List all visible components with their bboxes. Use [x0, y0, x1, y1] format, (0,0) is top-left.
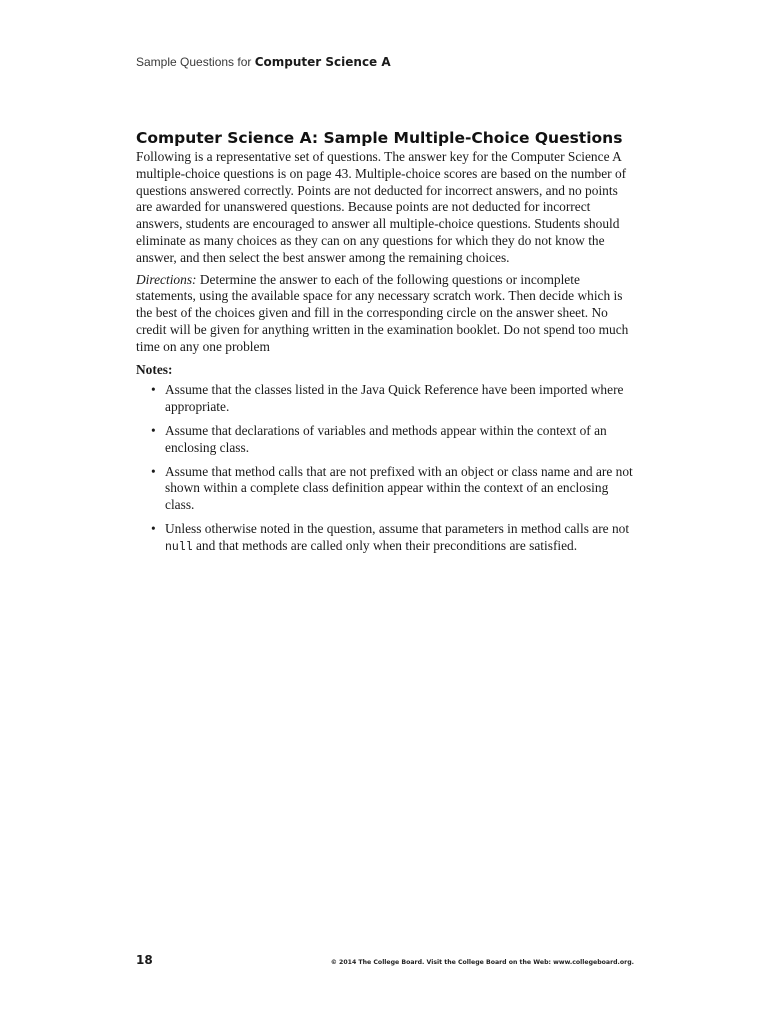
main-content — [136, 128, 636, 564]
note-text-before-code: Unless otherwise noted in the question, assume that parameters in method calls are not — [165, 520, 630, 536]
null-code: null — [165, 540, 193, 554]
note-text: Assume that method calls that are not prefixed with an object or class name and are not shown within a complete class definition appear within the context of an enclosing class. — [165, 463, 633, 513]
bullet-icon: • — [151, 463, 156, 479]
note-text: Assume that the classes listed in the Java Quick Reference have been imported where appropriate. — [165, 382, 624, 415]
header-prefix: Sample Questions for — [136, 55, 252, 69]
directions-text: Determine the answer to each of the following questions or incomplete statements, using the available space for any necessary scratch work. Then decide which is the best of the choices given and fill in the corresponding circle on the answer sheet. No credit will be given for anything written in the examination booklet. Do not spend too much time on any one problem — [136, 271, 629, 354]
note-item — [136, 464, 636, 514]
note-text-after-code: and that methods are called only when their preconditions are satisfied. — [195, 537, 578, 553]
note-item — [136, 521, 636, 557]
running-header — [136, 55, 391, 69]
note-item — [136, 423, 636, 457]
bullet-icon: • — [151, 520, 156, 536]
section-title: Computer Science A: Sample Multiple-Choice Questions — [136, 129, 623, 147]
bullet-icon: • — [151, 422, 156, 438]
directions-label: Directions: — [136, 271, 197, 287]
page-number: 18 — [136, 953, 153, 967]
bullet-icon: • — [151, 382, 156, 398]
header-subject: Computer Science A — [254, 55, 391, 69]
note-text: Assume that declarations of variables and methods appear within the context of an enclosing class. — [165, 422, 607, 455]
copyright-notice: © 2014 The College Board. Visit the College Board on the Web: www.collegeboard.org. — [330, 959, 634, 966]
notes-list — [136, 382, 636, 556]
intro-paragraph: Following is a representative set of questions. The answer key for the Computer Science A multiple-choice questions is on page 43. Multiple-choice scores are based on the number of questions answered correctly. Points are not deducted for incorrect answers, and no points are awarded for unanswered questions. Because points are not deducted for incorrect answers, students are encouraged to answer all multiple-choice questions. Students should eliminate as many choices as they can on any questions for which they do not know the answer, and then select the best answer among the remaining choices. — [136, 149, 627, 265]
notes-title: Notes: — [136, 361, 173, 377]
note-item — [136, 382, 636, 416]
directions-paragraph — [136, 272, 636, 356]
